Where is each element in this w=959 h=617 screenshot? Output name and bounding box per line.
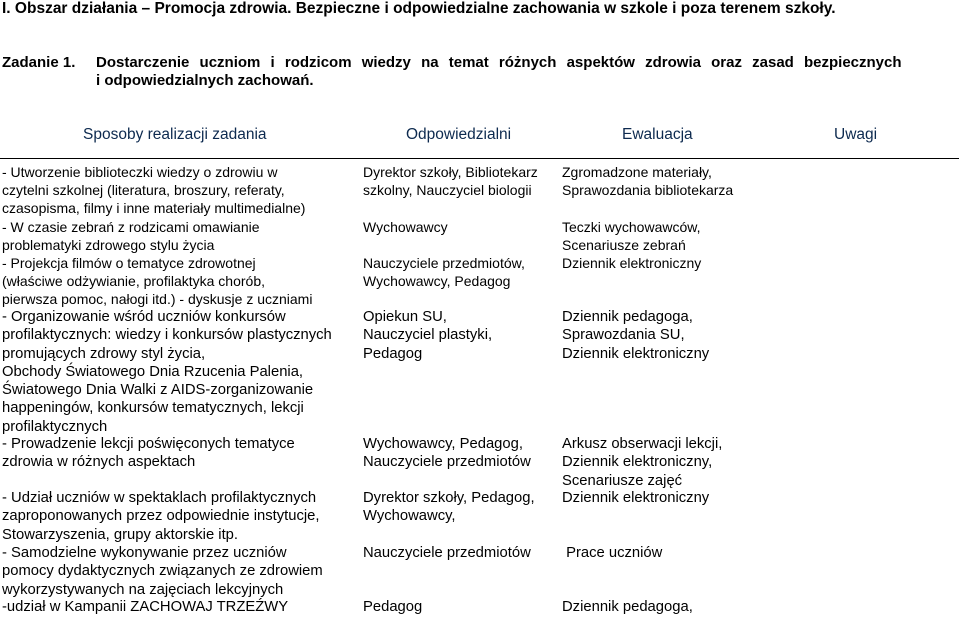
table-row-2-responsible: Nauczyciele przedmiotów, Wychowawcy, Pedagog [363,255,525,290]
table-row-0-evaluation: Zgromadzone materiały, Sprawozdania bibliotekarza [562,164,734,199]
table-row-7-evaluation: Dziennik pedagoga, [562,599,693,615]
table-row-7-ways: -udział w Kampanii ZACHOWAJ TRZEŹWY [2,599,289,615]
table-row-4-responsible: Wychowawcy, Pedagog, Nauczyciele przedmiotów [363,436,531,471]
table-row-3-responsible: Opiekun SU, Nauczyciel plastyki, Pedagog [363,309,493,362]
table-row-1-ways: - W czasie zebrań z rodzicami omawianie problematyki zdrowego stylu życia [2,219,260,254]
table-row-7-responsible: Pedagog [363,599,423,615]
section-heading: I. Obszar działania – Promocja zdrowia. Bezpieczne i odpowiedzialne zachowania w szkole i poza terenem szkoły. [2,0,836,17]
table-row-3-evaluation: Dziennik pedagoga, Sprawozdania SU, Dziennik elektroniczny [562,309,710,362]
table-row-5-responsible: Dyrektor szkoły, Pedagog, Wychowawcy, [363,490,535,525]
header-divider [0,158,959,159]
task-label: Zadanie 1. [2,54,76,71]
table-row-0-ways: - Utworzenie biblioteczki wiedzy o zdrowiu w czytelni szkolnej (literatura, broszury, referaty, czasopisma, filmy i inne materiały multimedialne) [2,164,306,217]
task-description-line-2: i odpowiedzialnych zachowań. [96,72,314,89]
column-header-responsible: Odpowiedzialni [406,126,512,143]
table-row-6-responsible: Nauczyciele przedmiotów [363,545,531,561]
table-row-5-ways: - Udział uczniów w spektaklach profilaktycznych zaproponowanych przez odpowiednie instytucje, Stowarzyszenia, grupy aktorskie itp. [2,490,320,543]
table-row-0-responsible: Dyrektor szkoły, Bibliotekarz szkolny, Nauczyciel biologii [363,164,538,199]
table-row-2-ways: - Projekcja filmów o tematyce zdrowotnej (właściwe odżywianie, profilaktyka chorób, pierwsza pomoc, nałogi itd.) - dyskusje z uczniami [2,255,313,308]
table-row-4-evaluation: Arkusz obserwacji lekcji, Dziennik elektroniczny, Scenariusze zajęć [562,436,723,489]
table-row-6-ways: - Samodzielne wykonywanie przez uczniów pomocy dydaktycznych związanych ze zdrowiem wykorzystywanych na zajęciach lekcyjnych [2,545,323,598]
table-row-3-ways: - Organizowanie wśród uczniów konkursów profilaktycznych: wiedzy i konkursów plastycznych promujących zdrowy styl życia, Obchody Światowego Dnia Rzucenia Palenia, Światowego Dnia Walki z AIDS-zorganizowanie happeningów, konkursów tematycznych, lekcji profilaktycznych [2,309,332,435]
table-row-1-responsible: Wychowawcy [363,219,448,235]
column-header-notes: Uwagi [834,126,878,143]
table-row-5-evaluation: Dziennik elektroniczny [562,490,710,506]
column-header-ways: Sposoby realizacji zadania [83,126,267,143]
table-row-4-ways: - Prowadzenie lekcji poświęconych tematyce zdrowia w różnych aspektach [2,436,295,471]
table-row-1-evaluation: Teczki wychowawców, Scenariusze zebrań [562,219,701,254]
task-description-line-1: Dostarczenie uczniom i rodzicom wiedzy na temat różnych aspektów zdrowia oraz zasad bezpiecznych [96,54,902,71]
table-row-2-evaluation: Dziennik elektroniczny [562,255,702,271]
column-header-evaluation: Ewaluacja [622,126,693,143]
table-row-6-evaluation: Prace uczniów [562,545,663,561]
